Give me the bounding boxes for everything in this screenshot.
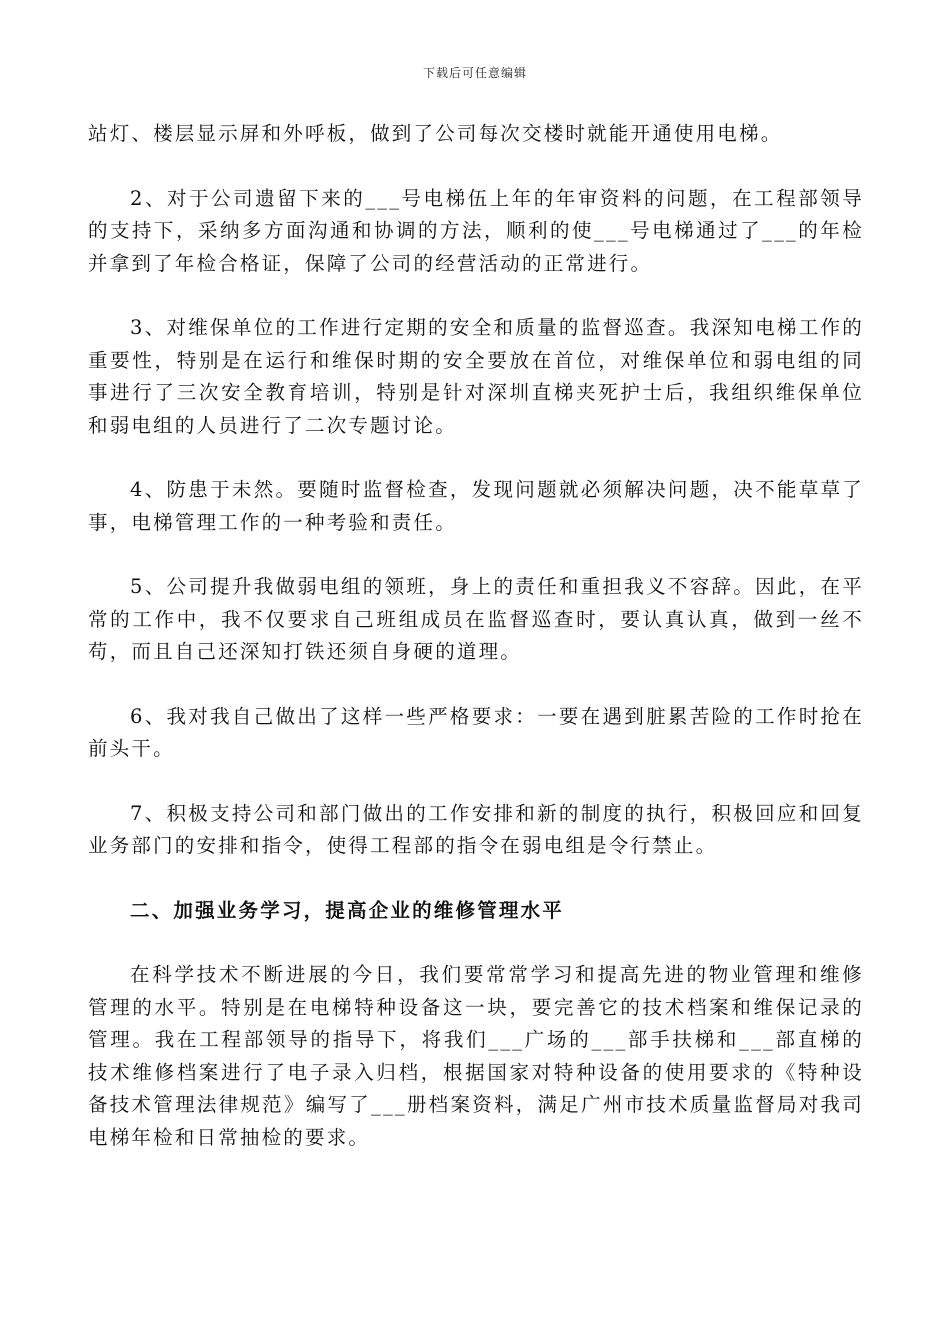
paragraph-item-5: 5、公司提升我做弱电组的领班，身上的责任和重担我义不容辞。因此，在平常的工作中，我不仅要求自己班组成员在监督巡查时，要认真认真，做到一丝不苟，而且自己还深知打铁还须自身硬的道理。 <box>88 575 864 663</box>
paragraph-item-6: 6、我对我自己做出了这样一些严格要求：一要在遇到脏累苦险的工作时抢在前头干。 <box>88 704 864 760</box>
paragraph-item-2: 2、对于公司遗留下来的___号电梯伍上年的年审资料的问题，在工程部领导的支持下，采纳多方面沟通和协调的方法，顺利的使___号电梯通过了___的年检并拿到了年检合格证，保障了公司的经营活动的正常进行。 <box>88 186 864 275</box>
document-body <box>88 118 864 1154</box>
paragraph-item-4: 4、防患于未然。要随时监督检查，发现问题就必须解决问题，决不能草草了事，电梯管理工作的一种考验和责任。 <box>88 478 864 534</box>
section-heading: 二、加强业务学习，提高企业的维修管理水平 <box>130 898 565 922</box>
paragraph-item-7: 7、积极支持公司和部门做出的工作安排和新的制度的执行，积极回应和回复业务部门的安排和指令，使得工程部的指令在弱电组是令行禁止。 <box>88 801 864 857</box>
paragraph-continuation: 站灯、楼层显示屏和外呼板，做到了公司每次交楼时就能开通使用电梯。 <box>88 122 783 145</box>
page-header-note: 下载后可任意编辑 <box>422 66 527 80</box>
paragraph-item-3: 3、对维保单位的工作进行定期的安全和质量的监督巡查。我深知电梯工作的重要性，特别是在运行和维保时期的安全要放在首位，对维保单位和弱电组的同事进行了三次安全教育培训，特别是针对深圳直梯夹死护士后，我组织维保单位和弱电组的人员进行了二次专题讨论。 <box>88 316 864 437</box>
paragraph-section-body: 在科学技术不断进展的今日，我们要常常学习和提高先进的物业管理和维修管理的水平。特别是在电梯特种设备这一块，要完善它的技术档案和维保记录的管理。我在工程部领导的指导下，将我们___广场的___部手扶梯和___部直梯的技术维修档案进行了电子录入归档，根据国家对特种设备的使用要求的《特种设备技术管理法律规范》编写了___册档案资料，满足广州市技术质量监督局对我司电梯年检和日常抽检的要求。 <box>88 963 864 1149</box>
